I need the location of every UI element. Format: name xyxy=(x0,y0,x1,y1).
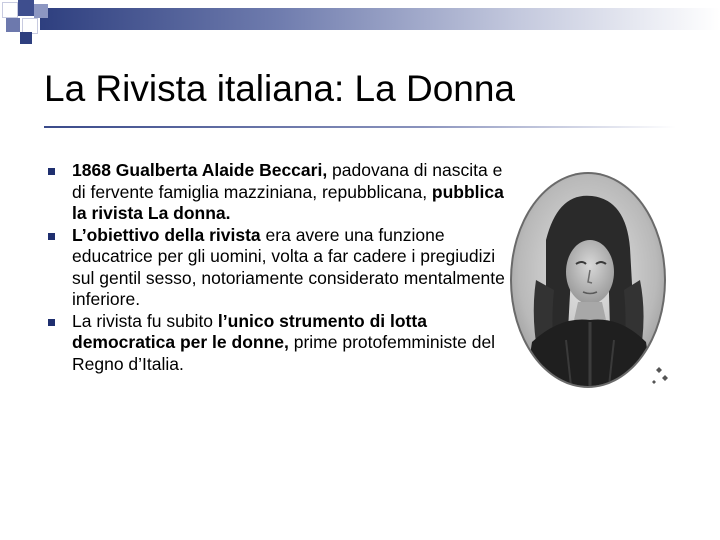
bullet-item xyxy=(48,311,508,376)
title-underline xyxy=(44,126,676,128)
decor-square xyxy=(2,2,18,18)
decor-square xyxy=(6,18,20,32)
header-gradient-band xyxy=(40,8,720,30)
bullet-text: prime protofemministe del Regno d’Italia. xyxy=(72,332,496,374)
bullet-text-bold: L’obiettivo della rivista xyxy=(72,224,261,245)
header-decoration xyxy=(0,0,720,44)
portrait-illustration xyxy=(506,170,670,395)
bullet-item xyxy=(48,225,508,311)
decor-square xyxy=(18,0,34,16)
square-bullet-icon xyxy=(48,233,55,240)
bullet-item xyxy=(48,160,508,225)
bullet-text-bold: l’unico strumento di lotta democratica per le donne, xyxy=(72,310,427,352)
decor-square xyxy=(20,32,32,44)
bullet-text: padovana di nascita e di fervente famiglia mazziniana, repubblicana, xyxy=(72,160,503,202)
portrait-photo xyxy=(506,170,670,395)
slide-title: La Rivista italiana: La Donna xyxy=(44,68,516,109)
bullet-text: La rivista fu subito xyxy=(72,310,218,331)
decor-square xyxy=(34,4,48,18)
bullet-text-bold: 1868 Gualberta Alaide Beccari, xyxy=(72,160,328,180)
bullet-text: era avere una funzione educatrice per gli uomini, volta a far cadere i pregiudizi sul gentil sesso, notoriamente considerato mentalmente inferiore. xyxy=(72,224,505,309)
bullet-text-bold: pubblica la rivista La donna. xyxy=(72,181,504,223)
square-bullet-icon xyxy=(48,319,55,326)
bullet-list xyxy=(48,160,508,375)
square-bullet-icon xyxy=(48,168,55,175)
